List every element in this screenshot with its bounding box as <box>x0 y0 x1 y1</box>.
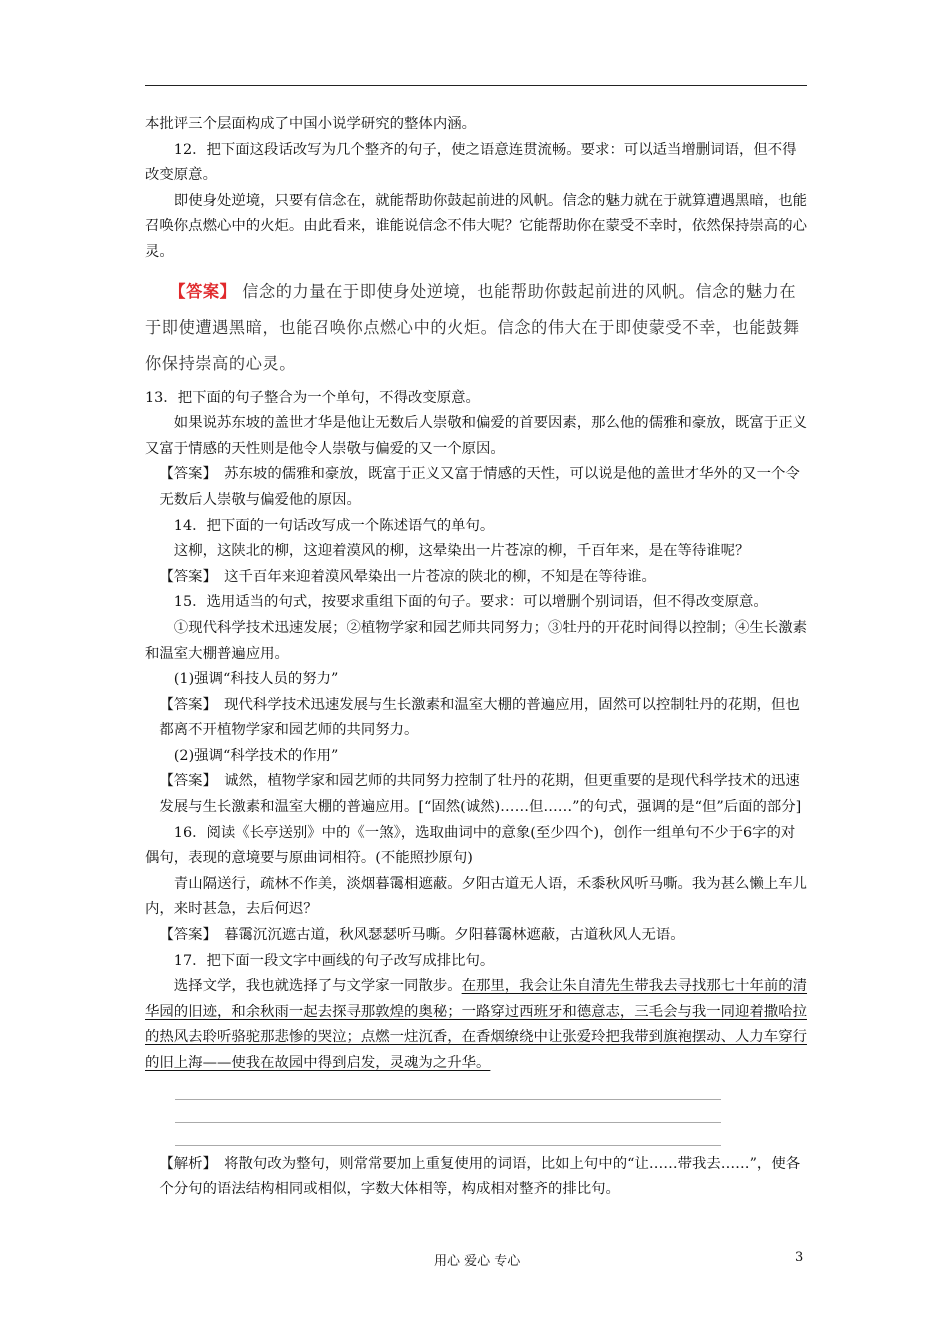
answer-tag: 【答案】 <box>169 281 237 301</box>
question-17-text <box>145 974 807 1076</box>
question-17: 17．把下面一段文字中画线的句子改写成排比句。 <box>173 952 495 969</box>
answer-text: 信念的力量在于即使身处逆境，也能帮助你鼓起前进的风帆。信念的魅力在于即使遭遇黑暗，也能召唤你点燃心中的火炬。信念的伟大在于即使蒙受不幸，也能鼓舞你保持崇高的心灵。 <box>145 281 800 373</box>
question-15-part2: (2)强调“科学技术的作用” <box>173 747 339 764</box>
question-13-answer: 【答案】 苏东坡的儒雅和豪放，既富于正义又富于情感的天性，可以说是他的盖世才华外的又一个令无数后人崇敬与偏爱他的原因。 <box>159 466 800 508</box>
question-12-text: 即使身处逆境，只要有信念在，就能帮助你鼓起前进的风帆。信念的魅力就在于就算遭遇黑暗，也能召唤你点燃心中的火炬。由此看来，谁能说信念不伟大呢？它能帮助你在蒙受不幸时，依然保持崇高的心灵。 <box>145 192 807 260</box>
header-rule <box>145 85 807 86</box>
question-13: 13．把下面的句子整合为一个单句，不得改变原意。 <box>145 389 480 406</box>
question-15: 15．选用适当的句式，按要求重组下面的句子。要求：可以增删个别词语，但不得改变原意。 <box>173 594 768 611</box>
answer-blank-line <box>175 1077 721 1100</box>
footer-motto: 用心 爱心 专心 <box>434 1254 521 1269</box>
underlined-passage: 在那里，我会让朱自清先生带我去寻找那七十年前的清华园的旧迹，和余秋雨一起去探寻那敦煌的奥秘；一路穿过西班牙和德意志，三毛会与我一同迎着撒哈拉的热风去聆听骆驼那悲惨的哭泣；点燃一炷沉香，在香烟缭绕中让张爱玲把我带到旗袍摆动、人力车穿行的旧上海——使我在故园中得到启发，灵魂为之升华。 <box>145 978 808 1071</box>
question-16-answer: 【答案】 暮霭沉沉遮古道，秋风瑟瑟听马嘶。夕阳暮霭林遮蔽，古道秋风人无语。 <box>159 927 685 944</box>
question-15-part1: (1)强调“科技人员的努力” <box>173 671 339 688</box>
question-16-text: 青山隔送行，疏林不作美，淡烟暮霭相遮蔽。夕阳古道无人语，禾黍秋风听马嘶。我为甚么懒上车儿内，来时甚急，去后何迟？ <box>145 875 807 918</box>
question-12: 12．把下面这段话改写为几个整齐的句子，使之语意连贯流畅。要求：可以适当增删词语，但不得改变原意。 <box>145 141 797 184</box>
page-number: 3 <box>795 1250 804 1265</box>
answer-blank-line <box>175 1123 721 1146</box>
question-14-text: 这柳，这陕北的柳，这迎着漠风的柳，这晕染出一片苍凉的柳，千百年来，是在等待谁呢？ <box>173 543 750 560</box>
question-14-answer: 【答案】 这千百年来迎着漠风晕染出一片苍凉的陕北的柳，不知是在等待谁。 <box>159 568 656 585</box>
question-15-text: ①现代科学技术迅速发展；②植物学家和园艺师共同努力；③牡丹的开花时间得以控制；④生长激素和温室大棚普遍应用。 <box>145 619 807 662</box>
question-13-text: 如果说苏东坡的盖世才华是他让无数后人崇敬和偏爱的首要因素，那么他的儒雅和豪放，既富于正义又富于情感的天性则是他令人崇敬与偏爱的又一个原因。 <box>145 415 807 457</box>
text-line: 本批评三个层面构成了中国小说学研究的整体内涵。 <box>145 116 476 132</box>
question-15-part1-answer: 【答案】 现代科学技术迅速发展与生长激素和温室大棚的普遍应用，固然可以控制牡丹的花期，但也都离不开植物学家和园艺师的共同努力。 <box>159 696 800 739</box>
question-12-answer <box>145 274 807 382</box>
question-17-analysis: 【解析】 将散句改为整句，则常常要加上重复使用的词语，比如上句中的“让……带我去……”，使各个分句的语法结构相同或相似，字数大体相等，构成相对整齐的排比句。 <box>159 1155 801 1198</box>
question-16: 16．阅读《长亭送别》中的《一煞》，选取曲词中的意象(至少四个)，创作一组单句不少于6字的对偶句，表现的意境要与原曲词相符。(不能照抄原句) <box>145 824 796 867</box>
document-body <box>145 112 807 1203</box>
question-15-part2-answer: 【答案】 诚然，植物学家和园艺师的共同努力控制了牡丹的花期，但更重要的是现代科学技术的迅速发展与生长激素和温室大棚的普遍应用。[“固然(诚然)……但……”的句式，强调的是“但”后面的部分] <box>159 773 802 816</box>
answer-blank-line <box>175 1100 721 1123</box>
question-14: 14．把下面的一句话改写成一个陈述语气的单句。 <box>173 517 495 534</box>
question-17-lead: 选择文学，我也就选择了与文学家一同散步。 <box>173 978 462 995</box>
